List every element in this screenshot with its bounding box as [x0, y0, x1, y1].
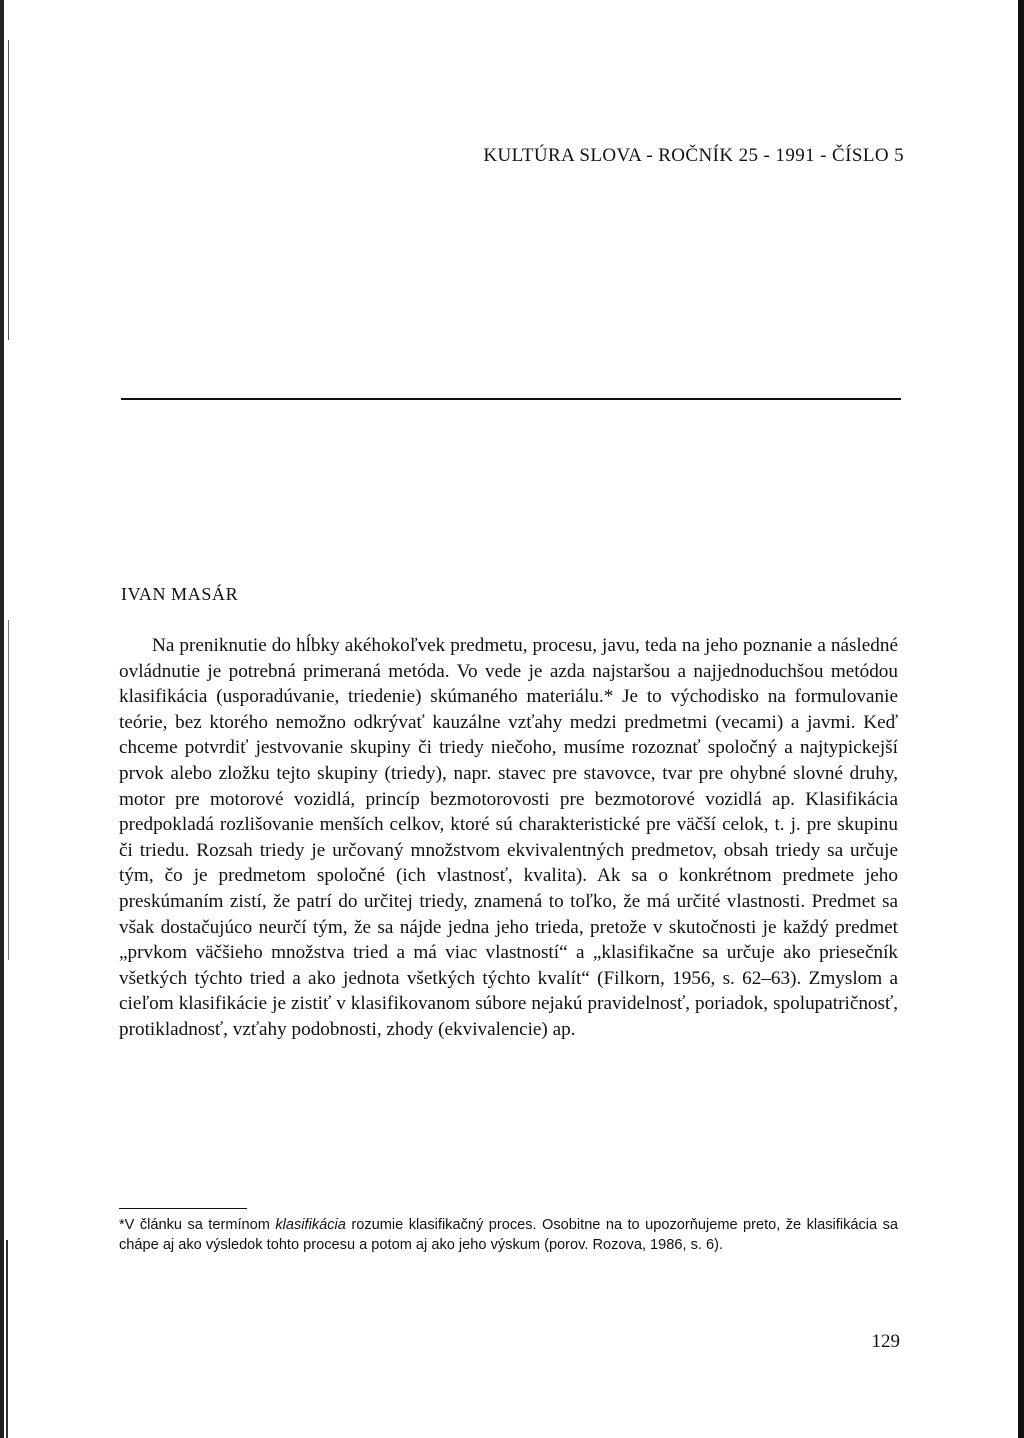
scan-edge-left: [0, 0, 4, 1438]
scan-edge-mark: [6, 1240, 8, 1438]
article-body: [119, 633, 898, 1043]
article-author: IVAN MASÁR: [121, 584, 239, 604]
footnote-term: klasifikácia: [275, 1217, 346, 1233]
footnote-lead: *V článku sa termínom: [119, 1217, 270, 1233]
footnote: [119, 1216, 898, 1255]
page-number: 129: [871, 1331, 900, 1352]
scan-edge-mark: [8, 620, 9, 960]
footnote-rule: [119, 1208, 247, 1209]
footnote-text: rozumie klasifikačný proces. Osobitne na to upozorňujeme preto, že klasifikácia sa chápe aj ako výsledok tohto procesu a potom aj ako jeho výskum (porov. Rozova, 1986, s. 6).: [119, 1217, 898, 1253]
scan-edge-right: [1018, 0, 1024, 1438]
header-rule: [121, 398, 901, 400]
body-paragraph: Na preniknutie do hĺbky akéhokoľvek predmetu, procesu, javu, teda na jeho poznanie a následné ovládnutie je potrebná primeraná metóda. Vo vede je azda najstaršou a najjednoduchšou metódou klasifikácia (usporadúvanie, triedenie) skúmaného materiálu.* Je to východisko na formulovanie teórie, bez ktorého nemožno odkrývať kauzálne vzťahy medzi predmetmi (vecami) a javmi. Keď chceme potvrdiť jestvovanie skupiny či triedy niečoho, musíme rozoznať spoločný a najtypickejší prvok alebo zložku tejto skupiny (triedy), napr. stavec pre stavovce, tvar pre ohybné slovné druhy, motor pre motorové vozidlá, princíp bezmotorovosti pre bezmotorové vozidlá ap. Klasifikácia predpokladá rozlišovanie menších celkov, ktoré sú charakteristické pre väčší celok, t. j. pre skupinu či triedu. Rozsah triedy je určovaný množstvom ekvivalentných predmetov, obsah triedy sa určuje tým, čo je predmetom spoločné (ich vlastnosť, kvalita). Ak sa o konkrétnom predmete jeho preskúmaním zistí, že patrí do určitej triedy, znamená to toľko, že má určité vlastnosti. Predmet sa však dostačujúco neurčí tým, že sa nájde jedna jeho trieda, pretože v skutočnosti je každý predmet „prvkom väčšieho množstva tried a má viac vlastností“ a „klasifikačne sa určuje ako priesečník všetkých týchto tried a ako jednota všetkých týchto kvalít“ (Filkorn, 1956, s. 62–63). Zmyslom a cieľom klasifikácie je zistiť v klasifikovanom súbore nejakú pravidelnosť, poriadok, spolupatričnosť, protikladnosť, vzťahy podobnosti, zhody (ekvivalencie) ap.: [119, 635, 898, 1040]
scan-edge-mark: [8, 40, 9, 340]
running-head: KULTÚRA SLOVA - ROČNÍK 25 - 1991 - ČÍSLO 5: [483, 145, 904, 166]
